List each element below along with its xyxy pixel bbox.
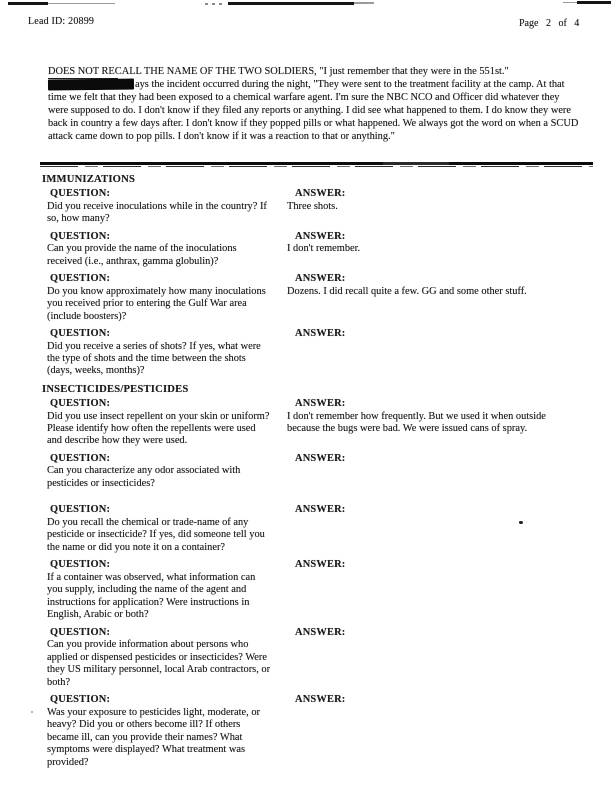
section-insecticides-pesticides xyxy=(42,383,593,769)
qa-row xyxy=(42,627,593,689)
question-label: QUESTION: xyxy=(50,327,111,339)
answer-cell xyxy=(287,504,593,554)
question-cell xyxy=(42,398,287,448)
answer-cell xyxy=(287,273,593,323)
question-cell xyxy=(42,627,287,689)
answer-cell xyxy=(287,398,593,448)
question-cell xyxy=(42,694,287,769)
question-label: QUESTION: xyxy=(50,188,111,199)
lead-id-label: Lead ID: 20899 xyxy=(28,16,95,27)
narrative-body xyxy=(48,79,579,144)
answer-cell xyxy=(287,453,593,491)
section-title: IMMUNIZATIONS xyxy=(42,174,136,185)
qa-row xyxy=(42,559,593,621)
question-text: Can you provide the name of the inoculations received (i.e., anthrax, gamma globulin)? xyxy=(47,243,237,267)
scan-artifact xyxy=(563,2,577,3)
answer-label: ANSWER: xyxy=(295,230,346,242)
section-title: INSECTICIDES/PESTICIDES xyxy=(42,383,189,395)
question-label: QUESTION: xyxy=(50,504,111,516)
answer-label: ANSWER: xyxy=(295,188,346,199)
question-text: Was your exposure to pesticides light, moderate, or heavy? Did you or others become ill? If others became ill, can you provide their names? What symptoms were displayed? What treatment was provided? xyxy=(47,706,260,768)
qa-row xyxy=(42,694,593,769)
answer-label: ANSWER: xyxy=(295,694,346,706)
scan-speck xyxy=(519,521,523,524)
answer-cell xyxy=(287,559,593,621)
answer-cell xyxy=(287,188,593,226)
scan-speck xyxy=(31,711,33,713)
qa-row xyxy=(42,188,593,226)
divider-thin-line xyxy=(40,166,593,167)
question-text: Can you provide information about persons who applied or dispensed pesticides or insecticides? Were they US military personnel, local Arab contractors, or both? xyxy=(47,639,271,688)
section-divider-rule xyxy=(40,162,593,167)
narrative-body-text: ays the incident occurred during the night, "They were sent to the treatment facility at the camp. At that time we felt that they had been exposed to a chemical warfare agent. I'm sure the NBC NCO and Officer did whatever they were supposed to do. I don't know if they filed any reports or anything. I did see what happened to them. I do know they were back in country a few days after. I don't know if they popped pills or what happened. We always got the word on when a SCUD attack came down to pop pills. I don't know if it was a reaction to that or anything." xyxy=(48,78,579,142)
question-text: Do you recall the chemical or trade-name of any pesticide or insecticide? If yes, did someone tell you the name or did you note it on a container? xyxy=(47,516,265,553)
question-cell xyxy=(42,453,287,491)
narrative-line1: DOES NOT RECALL THE NAME OF THE TWO SOLDIERS, "I just remember that they were in the 551st." xyxy=(48,66,509,77)
narrative-paragraph xyxy=(48,66,579,143)
qa-row xyxy=(42,231,593,269)
answer-label: ANSWER: xyxy=(295,327,346,339)
answer-text: Dozens. I did recall quite a few. GG and some other stuff. xyxy=(287,285,527,297)
qa-content xyxy=(42,173,593,774)
qa-row xyxy=(42,504,593,554)
question-label: QUESTION: xyxy=(50,452,111,464)
question-label: QUESTION: xyxy=(50,230,111,242)
answer-cell xyxy=(287,231,593,269)
question-cell xyxy=(42,559,287,621)
question-cell xyxy=(42,328,287,378)
qa-row xyxy=(42,328,593,378)
question-cell xyxy=(42,504,287,554)
answer-cell xyxy=(287,694,593,769)
answer-label: ANSWER: xyxy=(295,626,346,638)
redaction-box xyxy=(48,78,134,90)
question-label: QUESTION: xyxy=(50,694,111,706)
section-immunizations xyxy=(42,173,593,378)
answer-text: I don't remember. xyxy=(287,243,361,255)
question-cell xyxy=(42,231,287,269)
scan-artifact xyxy=(8,2,48,5)
page-number-label: Page 2 of 4 xyxy=(519,18,580,29)
answer-label: ANSWER: xyxy=(295,273,346,284)
qa-row xyxy=(42,273,593,323)
question-label: QUESTION: xyxy=(50,626,111,638)
answer-text: I don't remember how frequently. But we used it when outside because the bugs were bad. We were issued cans of spray. xyxy=(287,410,546,434)
answer-cell xyxy=(287,328,593,378)
question-text: If a container was observed, what information can you supply, including the name of the agent and instructions for application? Were instructions in English, Arabic or both? xyxy=(47,571,256,621)
question-label: QUESTION: xyxy=(50,559,111,571)
answer-label: ANSWER: xyxy=(295,397,346,409)
qa-row xyxy=(42,453,593,491)
question-text: Can you characterize any odor associated with pesticides or insecticides? xyxy=(47,465,241,489)
answer-text: Three shots. xyxy=(287,200,338,212)
answer-label: ANSWER: xyxy=(295,452,346,464)
question-text: Did you use insect repellent on your skin or uniform? Please identify how often the repellents were used and describe how they were used. xyxy=(47,410,270,447)
qa-row xyxy=(42,398,593,448)
question-label: QUESTION: xyxy=(50,397,111,409)
question-cell xyxy=(42,273,287,323)
question-text: Do you know approximately how many inoculations you received prior to entering the Gulf War area (include boosters)? xyxy=(47,285,266,322)
answer-label: ANSWER: xyxy=(295,504,346,516)
scan-artifact xyxy=(48,3,115,4)
question-text: Did you receive a series of shots? If yes, what were the type of shots and the time between the shots (days, weeks, months)? xyxy=(47,340,261,377)
question-label: QUESTION: xyxy=(50,273,111,284)
scan-artifact xyxy=(354,2,374,3)
divider-thick-line xyxy=(40,162,593,165)
scan-artifact xyxy=(228,2,354,5)
question-text: Did you receive inoculations while in the country? If so, how many? xyxy=(47,200,267,225)
scan-artifact xyxy=(205,3,226,5)
answer-label: ANSWER: xyxy=(295,559,346,571)
question-cell xyxy=(42,188,287,226)
answer-cell xyxy=(287,627,593,689)
scan-artifact xyxy=(577,1,611,4)
